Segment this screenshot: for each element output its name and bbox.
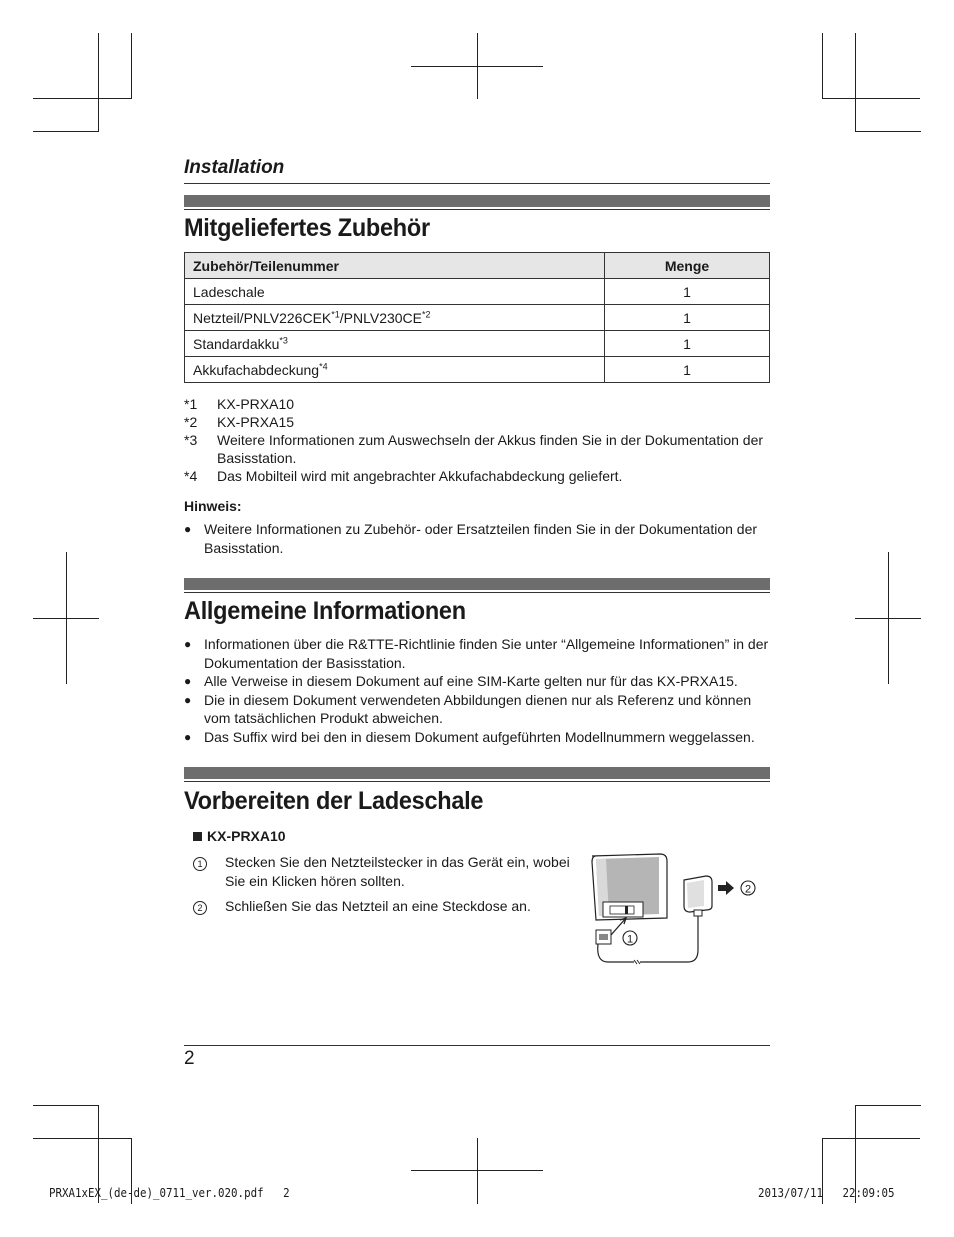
col-header-qty: Menge (605, 253, 770, 279)
list-item: ● Informationen über die R&TTE-Richtlinie finden Sie unter “Allgemeine Informationen” in der Dokumentation der Basisstation. (184, 636, 769, 671)
general-list (184, 635, 774, 746)
table-row (185, 357, 770, 383)
bullet-icon: ● (184, 522, 192, 536)
footnote-ref: *1 (331, 308, 340, 319)
model-label: KX-PRXA10 (193, 828, 286, 844)
footnote: *1 KX-PRXA10 (184, 396, 295, 412)
bullet-icon: ● (184, 729, 192, 744)
section-label: Installation (184, 157, 285, 178)
list-item: ● Das Suffix wird bei den in diesem Dokument aufgeführten Modellnummern weggelassen. (184, 728, 755, 745)
charger-cradle-icon (592, 854, 667, 920)
cell-qty: 1 (683, 335, 691, 352)
ac-adapter-icon (684, 876, 712, 916)
arrow-right-icon (718, 881, 734, 895)
cell-qty: 1 (683, 361, 691, 378)
footnote-ref: *4 (319, 360, 328, 371)
plug-icon (596, 918, 626, 944)
step-number: 2 (193, 901, 207, 915)
table-row (185, 279, 770, 305)
cell-qty: 1 (683, 283, 691, 300)
footnote: *4 Das Mobilteil wird mit angebrachter Akkufachabdeckung geliefert. (184, 468, 623, 484)
heading-general: Allgemeine Informationen (184, 597, 466, 625)
footnote: *2 KX-PRXA15 (184, 414, 295, 430)
cable-break (634, 960, 640, 964)
step-number: 1 (193, 857, 207, 871)
footnote: *3 Weitere Informationen zum Auswechseln der Akkus finden Sie in der Dokumentation der Basisstation. (184, 432, 764, 466)
section-bar (184, 578, 770, 590)
cell-item: Standardakku (193, 335, 280, 352)
callout-label: 2 (744, 883, 752, 896)
cell-item: Akkufachabdeckung (193, 361, 320, 378)
list-item: ● Die in diesem Dokument verwendeten Abbildungen dienen nur als Referenz und können vom tatsächlichen Produkt abweichen. (184, 691, 752, 726)
bullet-icon: ● (184, 674, 192, 688)
table-row (185, 331, 770, 357)
list-item: ● Alle Verweise in diesem Dokument auf eine SIM-Karte gelten nur für das KX-PRXA15. (184, 673, 738, 689)
bullet-icon: ● (184, 692, 192, 707)
note-list (184, 520, 774, 557)
section-rule (184, 209, 770, 210)
cable (598, 944, 634, 962)
note-label: Hinweis: (184, 498, 242, 514)
list-item: ● Weitere Informationen zu Zubehör- oder Ersatzteilen finden Sie in der Dokumentation der Basisstation. (184, 521, 758, 556)
footer-rule (184, 1045, 770, 1046)
footnotes (184, 395, 770, 485)
callout-label: 1 (626, 933, 634, 946)
cell-qty: 1 (683, 309, 691, 326)
charger-illustration (588, 850, 763, 975)
footnote-ref: *2 (422, 308, 431, 319)
step-item: 1 Stecken Sie den Netzteilstecker in das Gerät ein, wobei Sie ein Klicken hören sollten. (193, 853, 573, 890)
square-bullet-icon (193, 832, 202, 841)
footer-filename: PRXA1xEX_(de-de)_0711_ver.020.pdf 2 (49, 1186, 290, 1200)
section-bar (184, 767, 770, 779)
section-bar (184, 195, 770, 207)
heading-accessories: Mitgeliefertes Zubehör (184, 214, 430, 242)
cell-item: Ladeschale (193, 283, 265, 300)
step-list (193, 853, 573, 916)
page-number: 2 (184, 1048, 195, 1069)
section-rule (184, 592, 770, 593)
bullet-icon: ● (184, 637, 192, 651)
col-header-item: Zubehör/Teilenummer (185, 253, 605, 279)
cell-item: Netzteil/PNLV226CEK (193, 309, 332, 326)
step-item: 2 Schließen Sie das Netzteil an eine Steckdose an. (193, 897, 573, 916)
accessories-table (184, 252, 770, 383)
table-row (185, 305, 770, 331)
header-rule (184, 183, 770, 184)
cell-item: /PNLV230CE (339, 309, 422, 326)
section-rule (184, 781, 770, 782)
footer-timestamp: 2013/07/11 22:09:05 (758, 1186, 895, 1200)
footnote-ref: *3 (279, 334, 288, 345)
table-header-row (185, 253, 770, 279)
heading-charger: Vorbereiten der Ladeschale (184, 787, 484, 815)
